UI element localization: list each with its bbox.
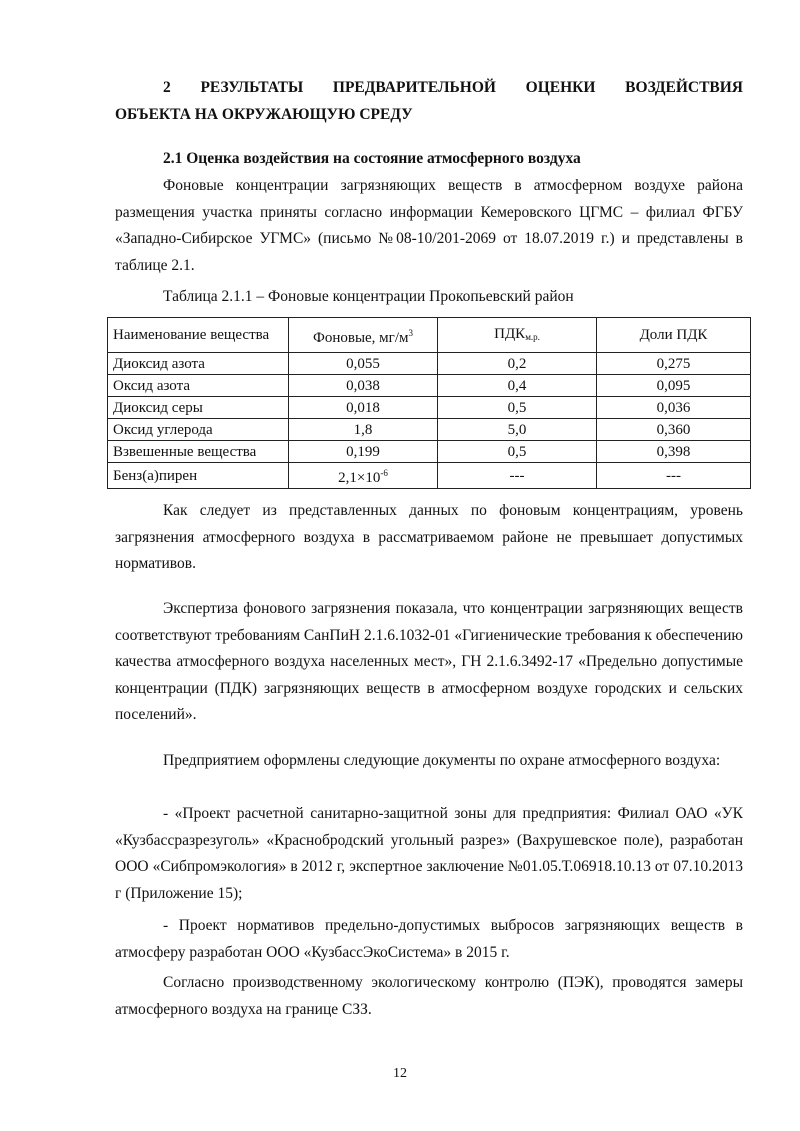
cell-pdk: 0,4: [438, 375, 597, 397]
table-row: [108, 375, 751, 397]
column-header-pdk-label: ПДК: [494, 325, 526, 342]
cell-share: 0,095: [597, 375, 751, 397]
cell-name: Диоксид серы: [108, 397, 289, 419]
table-row: [108, 419, 751, 441]
cell-share: 0,275: [597, 353, 751, 375]
table-caption: Таблица 2.1.1 – Фоновые концентрации Прокопьевский район: [163, 288, 574, 305]
pdk-subscript: м.р.: [525, 331, 540, 342]
list-item-sanitary-zone-project: - «Проект расчетной санитарно-защитной зоны для предприятия: Филиал ОАО «УК «Кузбассразрезуголь» «Краснобродский угольный разрез» (Вахрушевское поле), разработан ООО «Сибпромэкология» в 2012 г, экспертное заключение №01.05.Т.06918.10.13 от 07.10.2013 г (Приложение 15);: [115, 805, 743, 902]
cell-background-value: 2,1×10: [338, 470, 381, 486]
cell-background: 0,055: [289, 353, 438, 375]
cell-background: 0,018: [289, 397, 438, 419]
cell-name: Диоксид азота: [108, 353, 289, 375]
column-header-name: Наименование вещества: [108, 318, 289, 353]
table-row: [108, 397, 751, 419]
cell-share: 0,398: [597, 441, 751, 463]
paragraph-conclusion: Как следует из представленных данных по фоновым концентрациям, уровень загрязнения атмосферного воздуха в рассматриваемом районе не превышает допустимых нормативов.: [115, 502, 743, 572]
section-heading-line-2: ОБЪЕКТА НА ОКРУЖАЮЩУЮ СРЕДУ: [115, 106, 413, 123]
paragraph-expertise: Экспертиза фонового загрязнения показала, что концентрации загрязняющих веществ соответствуют требованиям СанПиН 2.1.6.1032-01 «Гигиенические требования к обеспечению качества атмосферного воздуха населенных мест», ГН 2.1.6.3492-17 «Предельно допустимые концентрации (ПДК) загрязняющих веществ в атмосферном воздухе городских и сельских поселений».: [115, 600, 743, 723]
column-header-pdk: [438, 318, 597, 353]
section-heading-line-1: 2 РЕЗУЛЬТАТЫ ПРЕДВАРИТЕЛЬНОЙ ОЦЕНКИ ВОЗДЕЙСТВИЯ: [163, 79, 743, 96]
column-header-background: [289, 318, 438, 353]
table-row: [108, 353, 751, 375]
cell-name: Взвешенные вещества: [108, 441, 289, 463]
cell-background: [289, 463, 438, 489]
cell-name: Бенз(а)пирен: [108, 463, 289, 489]
cell-share: 0,036: [597, 397, 751, 419]
cell-pdk: 0,2: [438, 353, 597, 375]
cell-name: Оксид азота: [108, 375, 289, 397]
paragraph-documents: Предприятием оформлены следующие документы по охране атмосферного воздуха:: [163, 752, 721, 769]
unit-superscript: 3: [408, 327, 413, 338]
table-row: [108, 441, 751, 463]
paragraph-monitoring: Согласно производственному экологическому контролю (ПЭК), проводятся замеры атмосферного воздуха на границе СЗЗ.: [115, 974, 743, 1018]
table-header-row: [108, 318, 751, 353]
paragraph-intro: Фоновые концентрации загрязняющих веществ в атмосферном воздухе района размещения участка приняты согласно информации Кемеровского ЦГМС – филиал ФГБУ «Западно-Сибирское УГМС» (письмо №08-10/201-2069 от 18.07.2019 г.) и представлены в таблице 2.1.: [115, 177, 743, 274]
cell-share: 0,360: [597, 419, 751, 441]
column-header-background-label: Фоновые, мг/м: [312, 329, 409, 346]
list-item-emission-standards-project: - Проект нормативов предельно-допустимых выбросов загрязняющих веществ в атмосферу разработан ООО «КузбассЭкоСистема» в 2015 г.: [115, 917, 743, 961]
table-row: [108, 463, 751, 489]
cell-background: 0,199: [289, 441, 438, 463]
cell-pdk: 0,5: [438, 397, 597, 419]
cell-pdk: 5,0: [438, 419, 597, 441]
cell-background: 1,8: [289, 419, 438, 441]
subsection-heading: 2.1 Оценка воздействия на состояние атмосферного воздуха: [163, 150, 581, 167]
cell-pdk: 0,5: [438, 441, 597, 463]
section-heading: [115, 74, 743, 128]
cell-background: 0,038: [289, 375, 438, 397]
background-concentrations-table: [107, 317, 751, 489]
column-header-share: Доли ПДК: [597, 318, 751, 353]
cell-share: ---: [597, 463, 751, 489]
cell-name: Оксид углерода: [108, 419, 289, 441]
exponent-superscript: -6: [380, 468, 388, 478]
cell-pdk: ---: [438, 463, 597, 489]
page-number: 12: [393, 1066, 407, 1081]
